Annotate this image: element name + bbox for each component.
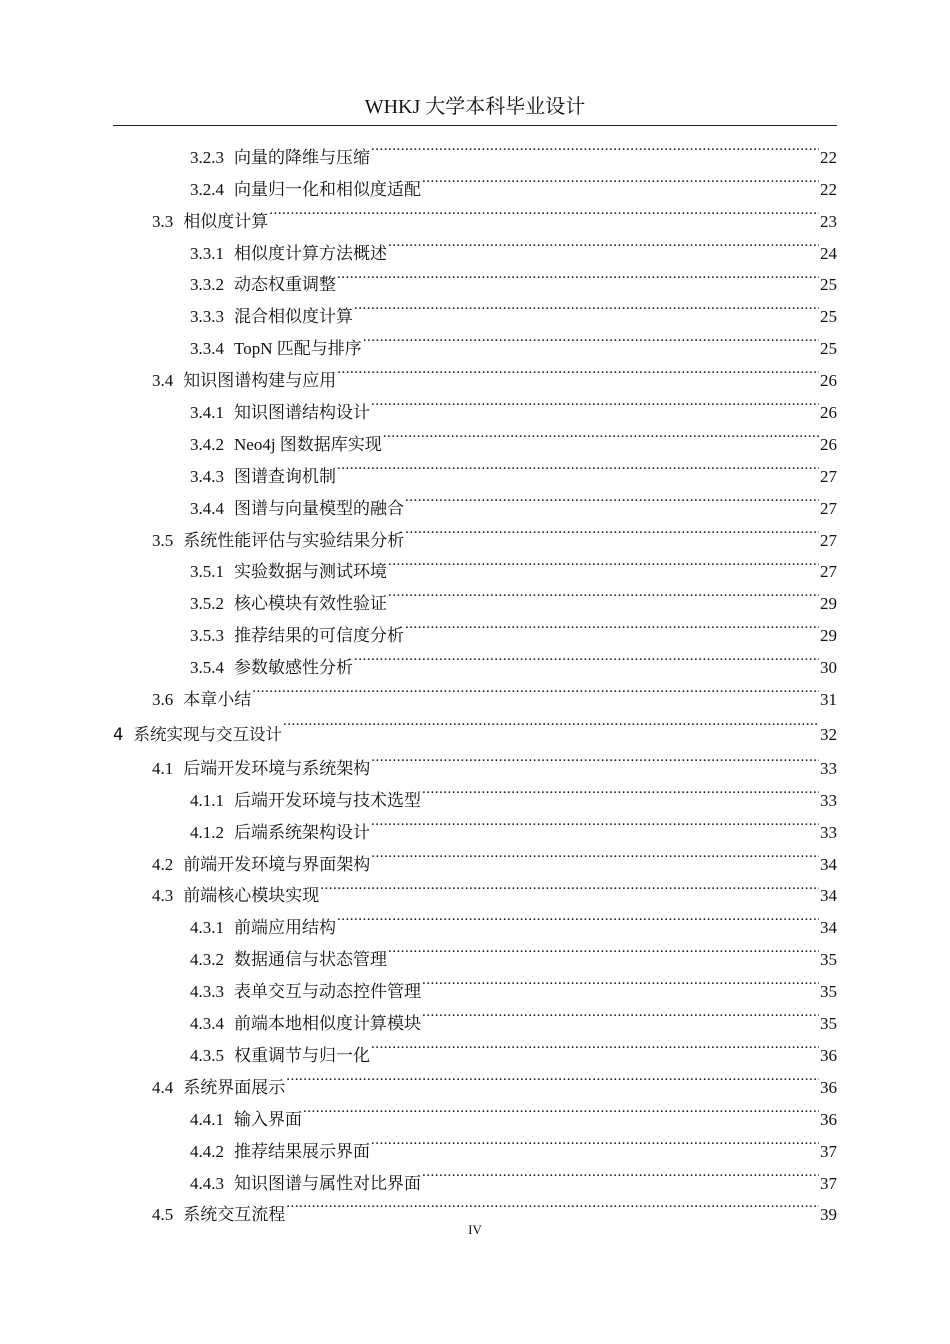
toc-entry-number: 3.2.4 [190,179,224,199]
toc-entry-page: 33 [820,790,837,810]
toc-dot-leader [337,259,819,291]
toc-entry-title: 图谱查询机制 [234,466,336,486]
toc-entry-page: 32 [820,725,837,745]
toc-entry-number: 4.3.3 [190,982,224,1002]
toc-entry-number: 3.5.2 [190,594,224,614]
header-title: WHKJ 大学本科毕业设计 [364,96,586,118]
toc-entry-page: 22 [820,147,837,167]
toc-entry-number: 3.4.1 [190,403,224,423]
toc-entry-title: 本章小结 [183,690,252,710]
toc-dot-leader [337,450,819,482]
toc-entry-page: 22 [820,179,837,199]
table-of-contents [113,131,837,1225]
toc-dot-leader [388,546,819,578]
toc-entry-number: 3.5.1 [190,562,224,582]
toc-dot-leader [286,1189,819,1221]
toc-entry-number: 3.6 [152,690,174,710]
toc-entry-number: 3.3.4 [190,339,224,359]
toc-entry-number: 3.4 [152,371,174,391]
toc-entry-page: 33 [820,758,837,778]
toc-entry-number: 4.2 [152,854,174,874]
toc-entry-title: 实验数据与测试环境 [234,562,387,582]
toc-entry-number: 4.1.2 [190,822,224,842]
toc-dot-leader [371,838,819,870]
toc-entry-page: 36 [820,1077,837,1097]
toc-entry-page: 27 [820,530,837,550]
toc-dot-leader [320,870,819,902]
toc-entry-page: 34 [820,886,837,906]
toc-entry-title: 前端本地相似度计算模块 [234,1014,421,1034]
toc-entry-title: Neo4j 图数据库实现 [234,434,382,454]
toc-dot-leader [252,673,819,705]
page-number: IV [468,1222,482,1237]
toc-entry-page: 31 [820,690,837,710]
toc-dot-leader [405,482,819,514]
toc-entry-title: 动态权重调整 [234,275,336,295]
toc-entry-title: 混合相似度计算 [234,307,353,327]
toc-entry-page: 36 [820,1109,837,1129]
toc-entry-title: 向量的降维与压缩 [234,147,370,167]
toc-entry-number: 4.3.4 [190,1014,224,1034]
toc-entry-title: 后端开发环境与系统架构 [183,758,371,778]
toc-entry-title: 前端应用结构 [234,918,336,938]
toc-entry-page: 23 [820,211,837,231]
toc-dot-leader [354,290,819,322]
toc-entry-page: 29 [820,626,837,646]
toc-entry-page: 35 [820,1014,837,1034]
toc-dot-leader [388,933,819,965]
toc-dot-leader [422,965,819,997]
toc-entry-title: 推荐结果的可信度分析 [234,626,404,646]
toc-entry-page: 36 [820,1045,837,1065]
toc-entry-page: 33 [820,822,837,842]
toc-entry-title: 系统交互流程 [183,1205,286,1225]
toc-dot-leader [422,774,819,806]
toc-entry-number: 3.3 [152,211,174,231]
toc-dot-leader [269,195,819,227]
toc-entry-number: 4.4.2 [190,1141,224,1161]
toc-entry-number: 4.3.2 [190,950,224,970]
toc-dot-leader [337,354,819,386]
toc-entry-page: 25 [820,307,837,327]
toc-entry-title: 相似度计算方法概述 [234,243,387,263]
toc-entry-page: 35 [820,950,837,970]
toc-dot-leader [422,163,819,195]
toc-dot-leader [371,1029,819,1061]
toc-dot-leader [371,131,819,163]
toc-entry-number: 4.3 [152,886,174,906]
toc-dot-leader [371,1125,819,1157]
toc-entry-title: 前端核心模块实现 [183,886,320,906]
toc-entry-title: 前端开发环境与界面架构 [183,854,371,874]
toc-entry-title: TopN 匹配与排序 [234,339,362,359]
toc-entry-title: 后端系统架构设计 [234,822,370,842]
toc-dot-leader [354,641,819,673]
toc-dot-leader [363,322,819,354]
toc-dot-leader [388,577,819,609]
toc-entry-page: 39 [820,1205,837,1225]
toc-entry-number: 3.3.3 [190,307,224,327]
toc-entry-page: 26 [820,371,837,391]
toc-entry-page: 25 [820,339,837,359]
toc-entry-number: 4.4.1 [190,1109,224,1129]
toc-entry-title: 核心模块有效性验证 [234,594,387,614]
toc-entry-page: 34 [820,918,837,938]
toc-entry-number: 3.4.4 [190,498,224,518]
toc-entry-title: 推荐结果展示界面 [234,1141,370,1161]
toc-entry-number: 3.3.1 [190,243,224,263]
toc-entry-number: 3.2.3 [190,147,224,167]
toc-dot-leader [286,1061,819,1093]
toc-entry-number: 4.5 [152,1205,174,1225]
toc-entry-number: 3.5 [152,530,174,550]
toc-entry-title: 表单交互与动态控件管理 [234,982,421,1002]
toc-entry-page: 27 [820,498,837,518]
toc-entry-title: 权重调节与归一化 [234,1045,370,1065]
toc-entry-title: 向量归一化和相似度适配 [234,179,421,199]
toc-entry-number: 3.5.3 [190,626,224,646]
toc-entry-page: 29 [820,594,837,614]
toc-entry-title: 系统性能评估与实验结果分析 [183,530,405,550]
toc-entry-number: 4.3.1 [190,918,224,938]
page-header [113,92,837,126]
toc-dot-leader [383,418,819,450]
toc-entry-page: 27 [820,562,837,582]
toc-entry-page: 24 [820,243,837,263]
toc-entry-page: 37 [820,1173,837,1193]
page-footer [0,1222,950,1238]
toc-entry-page: 37 [820,1141,837,1161]
toc-entry-page: 27 [820,466,837,486]
toc-entry-title: 系统界面展示 [183,1077,286,1097]
toc-dot-leader [422,997,819,1029]
toc-entry-title: 参数敏感性分析 [234,658,353,678]
toc-entry-title: 知识图谱构建与应用 [183,371,337,391]
toc-entry-page: 26 [820,434,837,454]
toc-entry-number: 4.4.3 [190,1173,224,1193]
toc-entry-title: 输入界面 [234,1109,302,1129]
toc-entry-number: 3.4.2 [190,434,224,454]
toc-entry-number: 4 [113,725,124,745]
toc-dot-leader [303,1093,819,1125]
toc-dot-leader [422,1157,819,1189]
toc-entry[interactable] [113,131,837,167]
toc-entry-number: 3.5.4 [190,658,224,678]
toc-entry-page: 25 [820,275,837,295]
toc-entry-number: 4.3.5 [190,1045,224,1065]
toc-entry-page: 30 [820,658,837,678]
toc-dot-leader [371,806,819,838]
toc-entry-title: 系统实现与交互设计 [133,725,282,745]
toc-entry-title: 数据通信与状态管理 [234,950,387,970]
toc-entry-title: 知识图谱结构设计 [234,403,370,423]
toc-dot-leader [371,386,819,418]
toc-entry-page: 26 [820,403,837,423]
toc-dot-leader [337,901,819,933]
toc-entry-number: 4.1.1 [190,790,224,810]
toc-dot-leader [371,742,819,774]
toc-entry-page: 35 [820,982,837,1002]
toc-entry-title: 图谱与向量模型的融合 [234,498,404,518]
toc-dot-leader [405,609,819,641]
toc-entry-title: 相似度计算 [183,211,269,231]
toc-entry-number: 3.4.3 [190,466,224,486]
toc-entry-page: 34 [820,854,837,874]
toc-entry-number: 4.4 [152,1077,174,1097]
toc-dot-leader [388,227,819,259]
toc-dot-leader [283,703,819,740]
toc-entry-title: 知识图谱与属性对比界面 [234,1173,421,1193]
toc-dot-leader [405,514,819,546]
toc-entry-number: 4.1 [152,758,174,778]
toc-entry-title: 后端开发环境与技术选型 [234,790,421,810]
toc-entry-number: 3.3.2 [190,275,224,295]
